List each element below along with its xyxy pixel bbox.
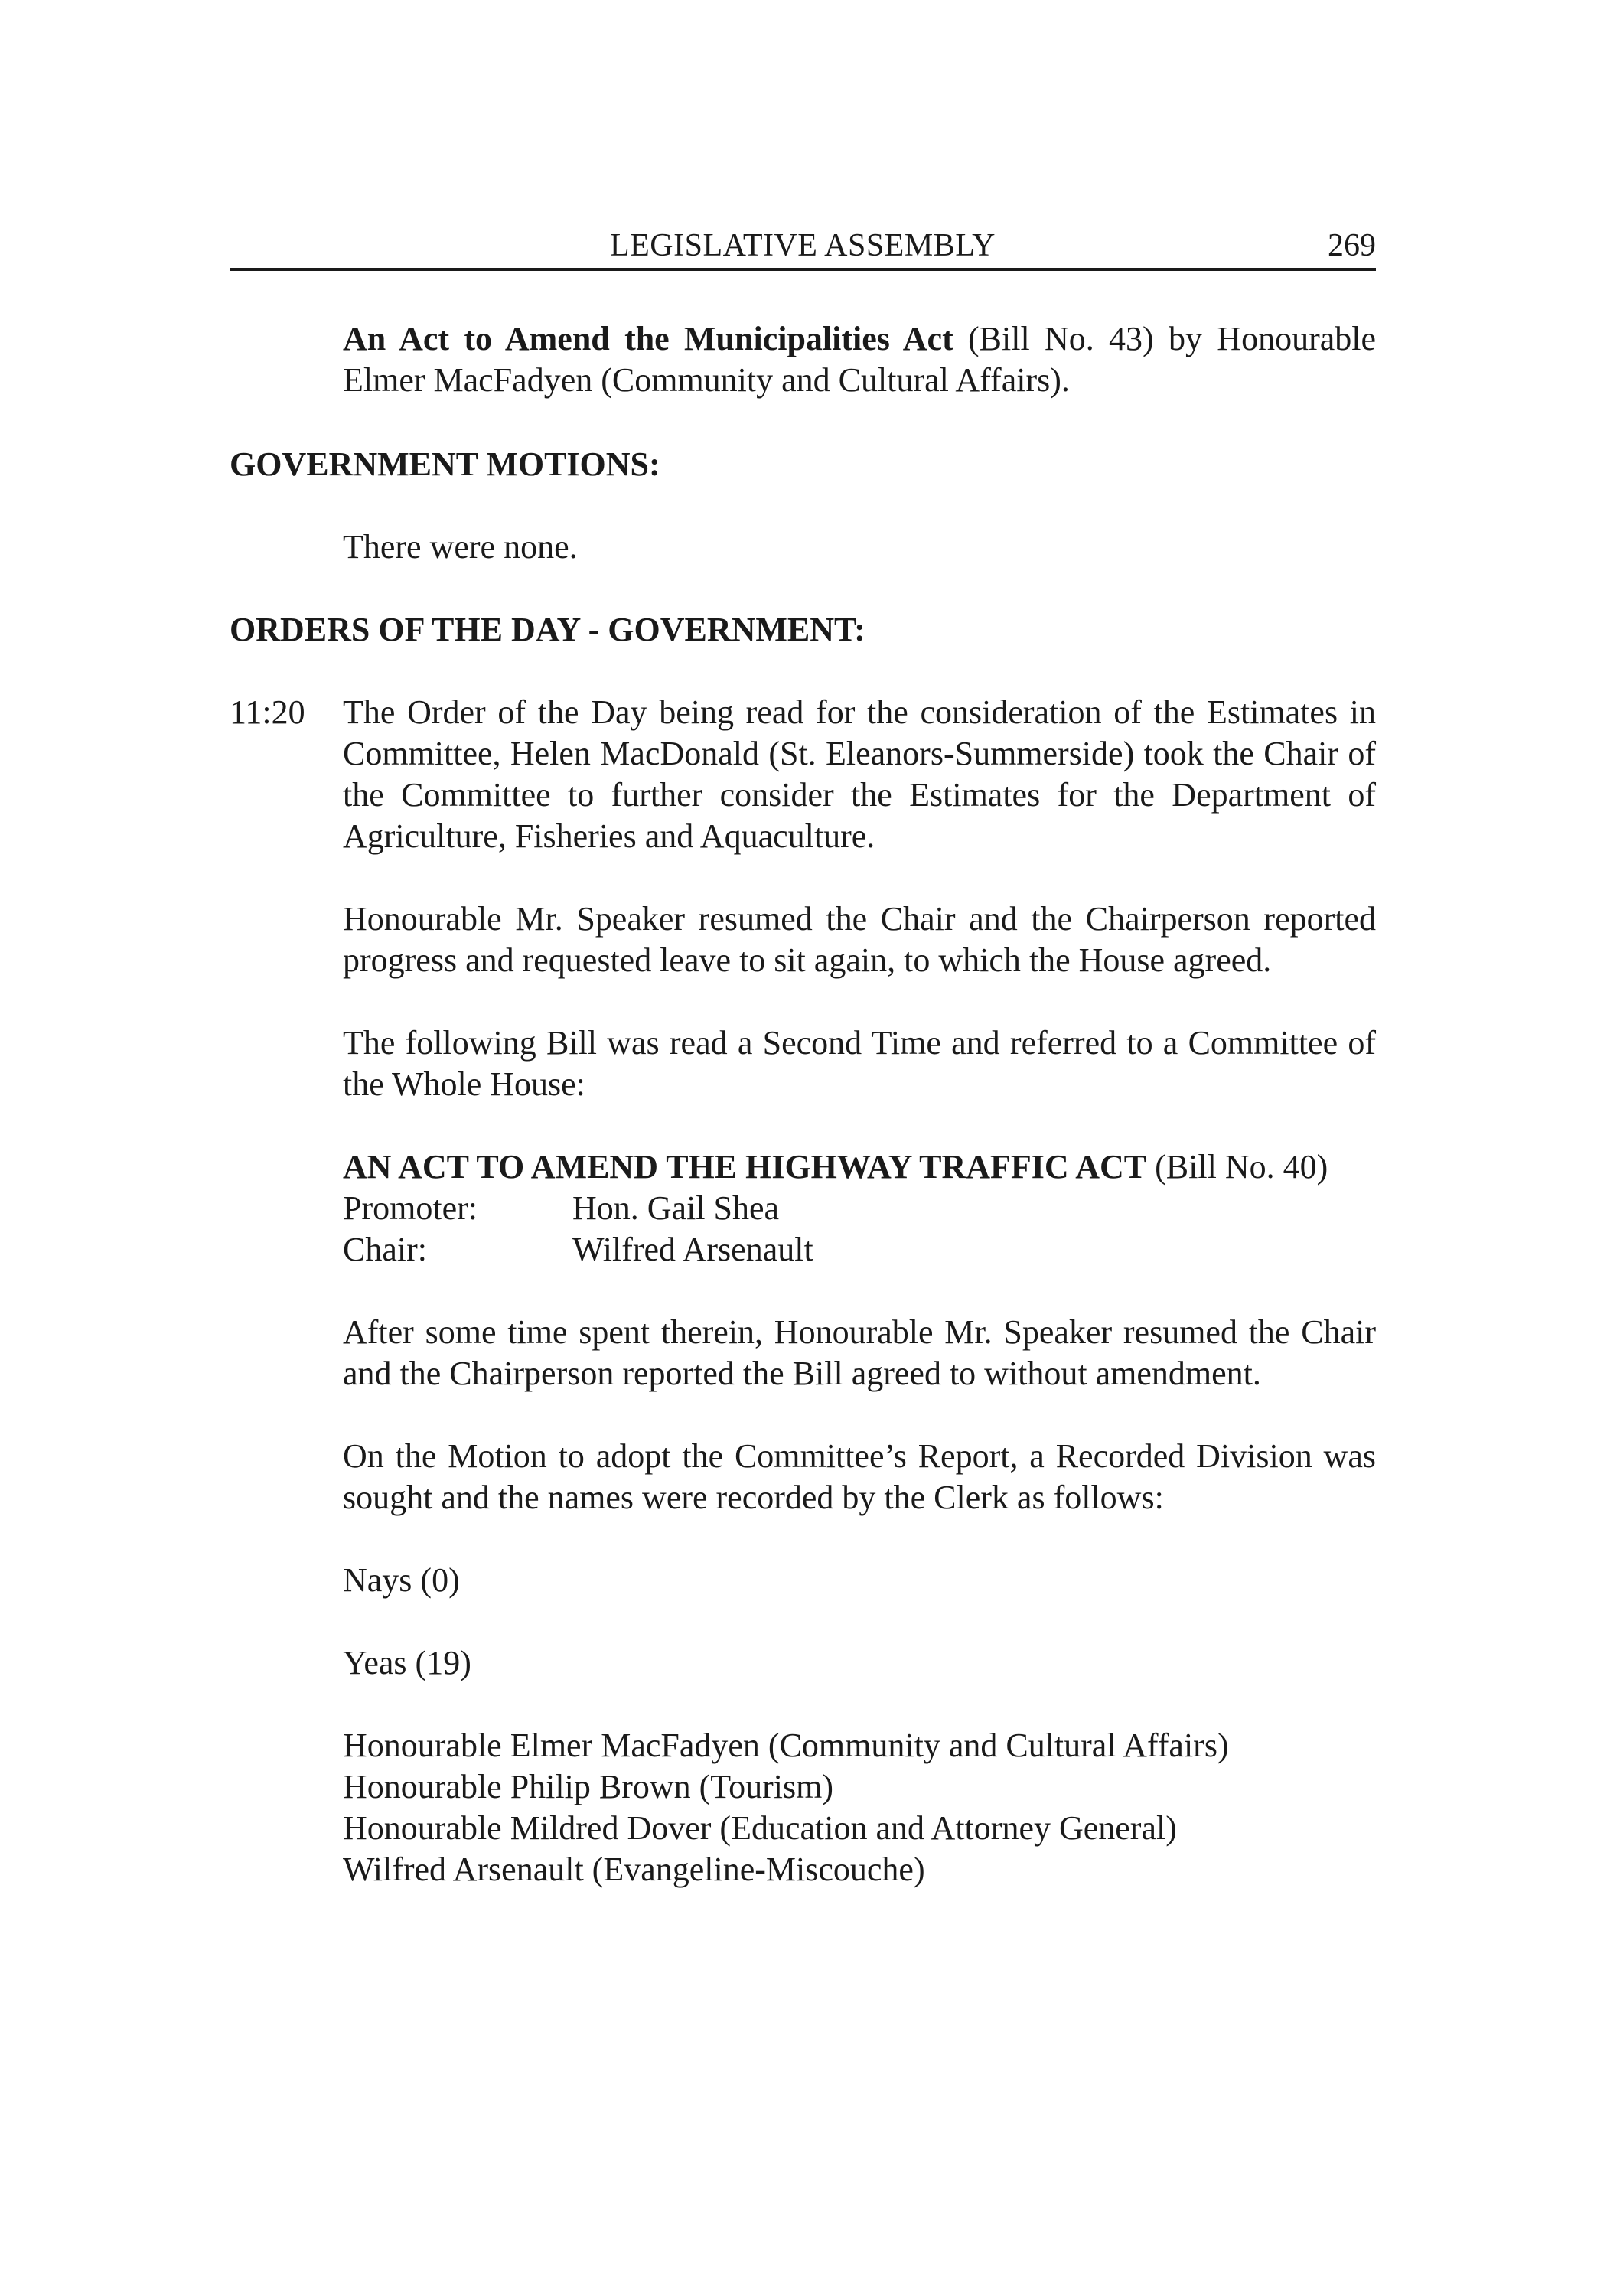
bill-43-paragraph [343, 318, 1376, 401]
bill-43-title: An Act to Amend the Municipalities Act [343, 320, 953, 357]
bill-43-details: (Bill No. 43) by Honourable Elmer MacFadyen (Community and Cultural Affairs). [343, 320, 1377, 399]
second-reading-paragraph: The following Bill was read a Second Time and referred to a Committee of the Whole House: [343, 1024, 1376, 1103]
page-number: 269 [1328, 228, 1376, 263]
government-motions-heading: GOVERNMENT MOTIONS: [230, 445, 660, 483]
header-rule [230, 268, 1376, 271]
bill-40-title: AN ACT TO AMEND THE HIGHWAY TRAFFIC ACT [343, 1148, 1147, 1186]
speaker-resumed-paragraph: Honourable Mr. Speaker resumed the Chair and the Chairperson reported progress and requested leave to sit again, to which the House agreed. [343, 900, 1376, 979]
member-name: Wilfred Arsenault (Evangeline-Miscouche) [343, 1851, 925, 1888]
recorded-division-paragraph: On the Motion to adopt the Committee’s Report, a Recorded Division was sought and the names were recorded by the Clerk as follows: [343, 1437, 1376, 1516]
running-title: LEGISLATIVE ASSEMBLY [610, 228, 996, 263]
page-header [230, 223, 1376, 268]
orders-of-the-day-heading: ORDERS OF THE DAY - GOVERNMENT: [230, 611, 865, 648]
chair-label: Chair: [343, 1231, 427, 1268]
bill-40-number: (Bill No. 40) [1146, 1148, 1328, 1186]
member-name: Honourable Mildred Dover (Education and Attorney General) [343, 1809, 1177, 1847]
yeas-count: Yeas (19) [343, 1644, 471, 1681]
estimates-paragraph: The Order of the Day being read for the consideration of the Estimates in Committee, Helen MacDonald (St. Eleanors-Summerside) took the Chair of the Committee to further consider the Estimates for the Department of Agriculture, Fisheries and Aquaculture. [343, 693, 1376, 855]
government-motions-text: There were none. [343, 528, 578, 566]
promoter-label: Promoter: [343, 1189, 478, 1227]
committee-report-paragraph: After some time spent therein, Honourable Mr. Speaker resumed the Chair and the Chairperson reported the Bill agreed to without amendment. [343, 1313, 1376, 1392]
member-name: Honourable Philip Brown (Tourism) [343, 1768, 833, 1805]
bill-40-line [343, 1146, 1328, 1188]
promoter-value: Hon. Gail Shea [572, 1189, 780, 1227]
member-name: Honourable Elmer MacFadyen (Community and Cultural Affairs) [343, 1727, 1229, 1764]
nays-count: Nays (0) [343, 1561, 460, 1599]
chair-value: Wilfred Arsenault [572, 1231, 813, 1268]
time-stamp: 11:20 [230, 693, 305, 731]
